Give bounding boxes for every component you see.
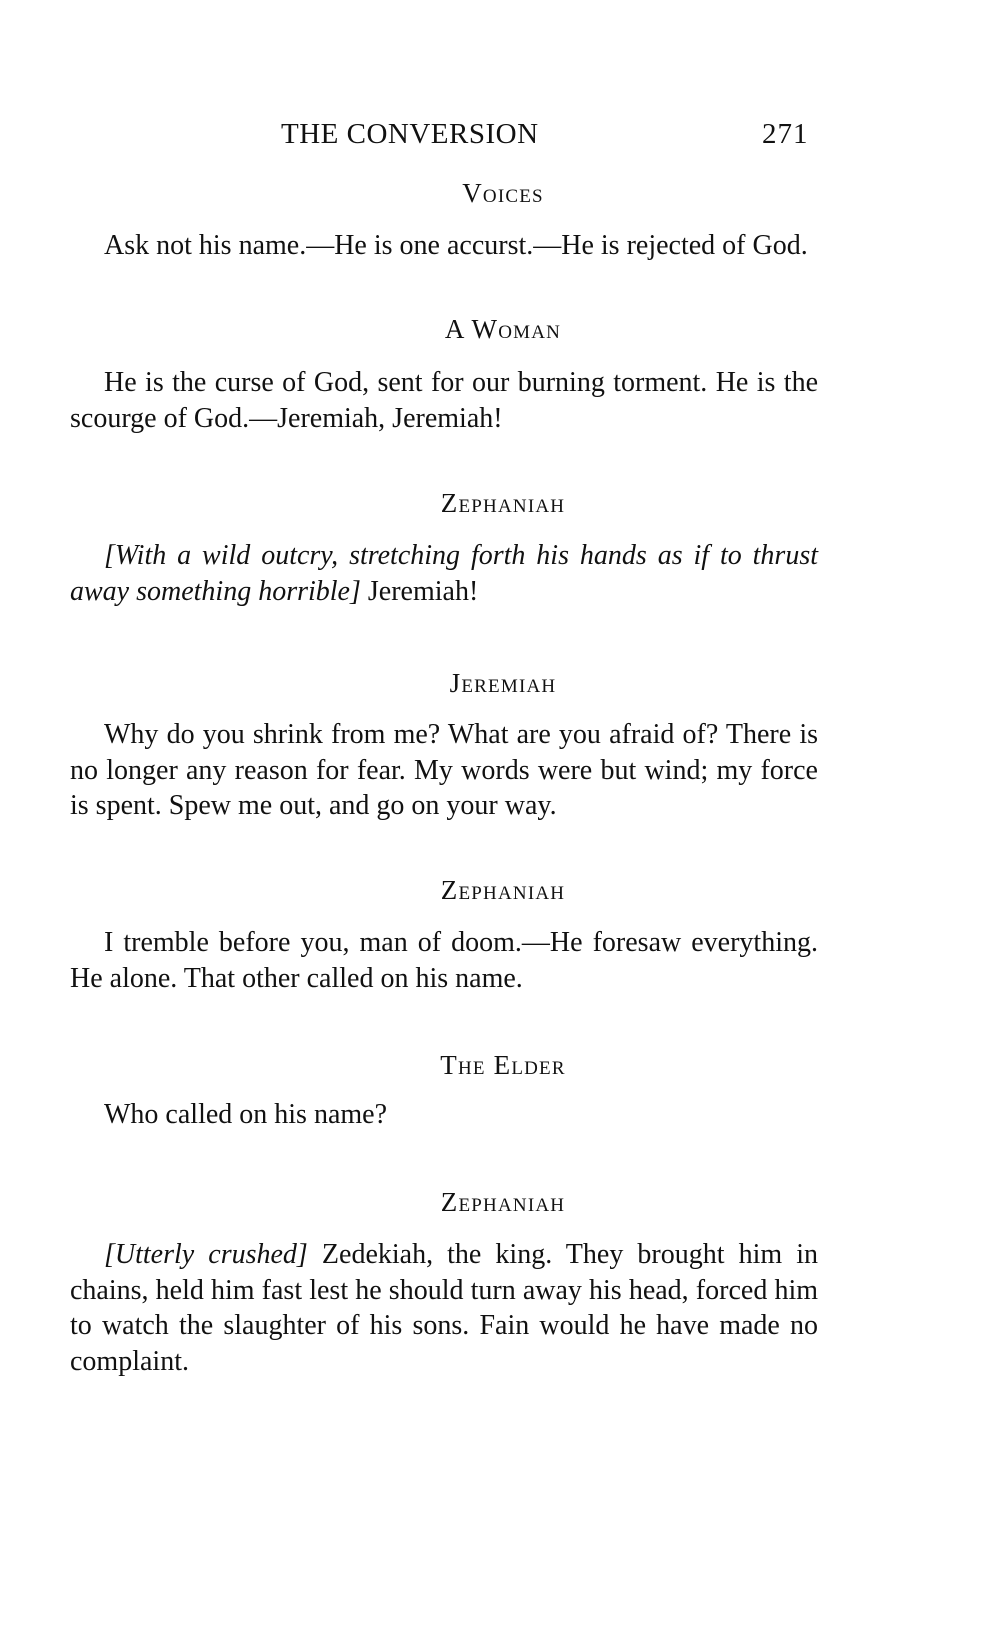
speaker-heading: [0, 1050, 1006, 1081]
dialogue-paragraph: Ask not his name.—He is one accurst.—He is rejected of God.: [104, 230, 808, 261]
dialogue-paragraph: Why do you shrink from me? What are you afraid of? There is no longer any reason for fear. My words were but wind; my force is spent. Spew me out, and go on your way.: [70, 719, 818, 821]
speaker-heading: [0, 875, 1006, 906]
speaker-heading: [0, 178, 1006, 209]
page-number: 271: [762, 118, 809, 150]
dialogue-paragraph: Who called on his name?: [104, 1099, 388, 1130]
dialogue-paragraph: [70, 538, 818, 609]
dialogue-paragraph: [70, 1237, 818, 1379]
page-header: [0, 118, 1006, 158]
speaker-heading: [0, 668, 1006, 699]
stage-direction: [With a wild outcry, stretching forth his hands as if to thrust away something horrible]: [70, 540, 818, 607]
speaker-name: A Woman: [444, 314, 562, 344]
dialogue-paragraph: I tremble before you, man of doom.—He foresaw everything. He alone. That other called on his name.: [70, 927, 818, 994]
dialogue-text: Zedekiah, the king. They brought him in chains, held him fast lest he should turn away his head, forced him to watch the slaughter of his sons. Fain would he have made no complaint.: [70, 1239, 818, 1377]
speaker-name: The Elder: [440, 1050, 566, 1080]
stage-direction: [Utterly crushed]: [104, 1239, 308, 1270]
speaker-heading: [0, 1187, 1006, 1218]
dialogue-text: Jeremiah!: [367, 575, 479, 607]
speaker-name: Voices: [462, 178, 544, 208]
speaker-name: Zephaniah: [440, 488, 566, 518]
speaker-heading: [0, 488, 1006, 519]
speaker-name: Jeremiah: [449, 668, 557, 698]
speaker-heading: [0, 314, 1006, 345]
dialogue-paragraph: He is the curse of God, sent for our burning torment. He is the scourge of God.—Jeremiah, Jeremiah!: [70, 367, 818, 434]
running-head: THE CONVERSION: [281, 118, 539, 150]
speaker-name: Zephaniah: [440, 1187, 566, 1217]
speaker-name: Zephaniah: [440, 875, 566, 905]
